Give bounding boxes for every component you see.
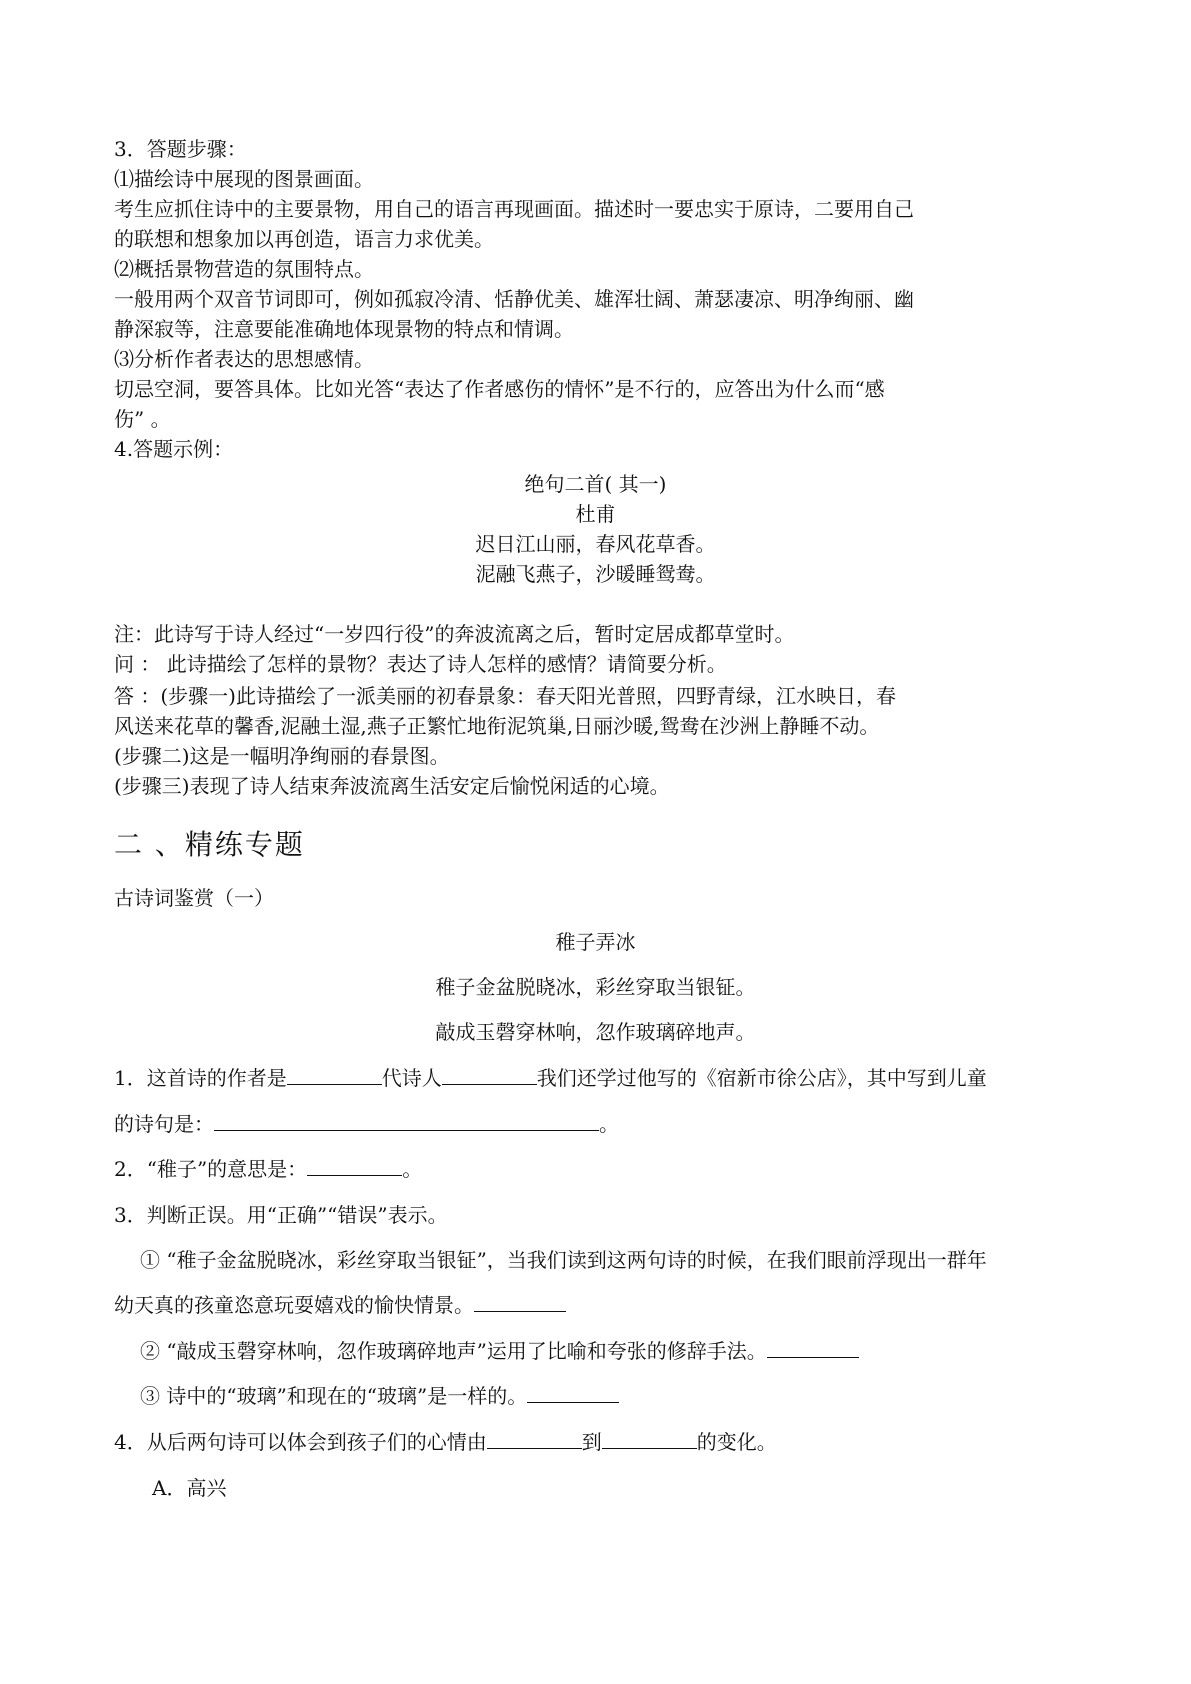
- step3-text-line-2: 伤” 。: [114, 407, 171, 431]
- question-4-part-b: 到: [581, 1430, 602, 1454]
- question-3-item-2: [140, 1339, 859, 1363]
- question-2-part-a: 2．“稚子”的意思是：: [114, 1157, 308, 1181]
- blank-poem-lines[interactable]: [214, 1112, 599, 1131]
- blank-meaning[interactable]: [307, 1157, 402, 1176]
- step3-title: ⑶分析作者表达的思想感情。: [114, 347, 374, 371]
- blank-poet[interactable]: [442, 1066, 537, 1085]
- section-subheading: 古诗词鉴赏（一）: [114, 886, 274, 910]
- question-2-part-b: 。: [402, 1157, 423, 1181]
- question-2: [114, 1157, 422, 1181]
- blank-mood-to[interactable]: [602, 1430, 697, 1449]
- question-4-part-a: 4．从后两句诗可以体会到孩子们的心情由: [114, 1430, 487, 1454]
- poem1-answer-line-1: 答 ：(步骤一)此诗描绘了一派美丽的初春景象：春天阳光普照，四野青绿，江水映日，春: [114, 684, 896, 708]
- blank-judgement-2[interactable]: [767, 1339, 859, 1358]
- question-1-part-d: 的诗句是：: [114, 1112, 214, 1136]
- question-3-item-3: [140, 1384, 619, 1408]
- poem2-line-1: 稚子金盆脱晓冰，彩丝穿取当银钲。: [435, 975, 756, 999]
- question-3-item-2-text: ② “敲成玉磬穿林响，忽作玻璃碎地声”运用了比喻和夸张的修辞手法。: [140, 1339, 767, 1363]
- question-1: [114, 1066, 987, 1090]
- question-1-part-b: 代诗人: [381, 1066, 442, 1090]
- poem1-title: 绝句二首( 其一): [524, 472, 667, 496]
- blank-dynasty[interactable]: [287, 1066, 382, 1085]
- step3-text-line-1: 切忌空洞，要答具体。比如光答“表达了作者感伤的情怀”是不行的，应答出为什么而“感: [114, 377, 885, 401]
- blank-mood-from[interactable]: [487, 1430, 582, 1449]
- step2-text-line-1: 一般用两个双音节词即可，例如孤寂冷清、恬静优美、雄浑壮阔、萧瑟凄凉、明净绚丽、幽: [114, 287, 914, 311]
- question-4-part-c: 的变化。: [696, 1430, 777, 1454]
- poem1-line-1: 迟日江山丽，春风花草香。: [475, 532, 716, 556]
- question-1-continued: [114, 1112, 619, 1136]
- poem1-author: 杜甫: [575, 502, 616, 526]
- question-3-item-1-line-1: ① “稚子金盆脱晓冰，彩丝穿取当银钲”，当我们读到这两句诗的时候，在我们眼前浮现出一群年: [140, 1248, 987, 1272]
- question-1-part-a: 1．这首诗的作者是: [114, 1066, 287, 1090]
- example-title: 4.答题示例：: [114, 437, 234, 461]
- step1-text-line-2: 的联想和想象加以再创造，语言力求优美。: [114, 227, 494, 251]
- question-1-part-c: 我们还学过他写的《宿新市徐公店》，其中写到儿童: [536, 1066, 987, 1090]
- question-4: [114, 1430, 777, 1454]
- question-3-item-3-text: ③ 诗中的“玻璃”和现在的“玻璃”是一样的。: [140, 1384, 528, 1408]
- poem1-question: 问 ： 此诗描绘了怎样的景物？表达了诗人怎样的感情？请简要分析。: [114, 652, 727, 676]
- step1-title: ⑴描绘诗中展现的图景画面。: [114, 167, 374, 191]
- step2-title: ⑵概括景物营造的氛围特点。: [114, 257, 374, 281]
- question-3: 3．判断正误。用“正确”“错误”表示。: [114, 1203, 448, 1227]
- poem2-line-2: 敲成玉磬穿林响，忽作玻璃碎地声。: [435, 1020, 756, 1044]
- option-a: A．高兴: [152, 1476, 227, 1500]
- poem1-answer-line-2: 风送来花草的馨香,泥融土湿,燕子正繁忙地衔泥筑巢,日丽沙暖,鸳鸯在沙洲上静睡不动。: [114, 714, 880, 738]
- poem2-title: 稚子弄冰: [555, 930, 636, 954]
- step2-text-line-2: 静深寂等，注意要能准确地体现景物的特点和情调。: [114, 317, 574, 341]
- question-1-part-e: 。: [599, 1112, 619, 1136]
- blank-judgement-1[interactable]: [474, 1293, 566, 1312]
- question-3-item-1-line-2: [114, 1293, 566, 1317]
- poem1-answer-line-3: (步骤二)这是一幅明净绚丽的春景图。: [114, 744, 450, 768]
- poem1-note: 注：此诗写于诗人经过“一岁四行役”的奔波流离之后，暂时定居成都草堂时。: [114, 622, 795, 646]
- poem1-answer-line-4: (步骤三)表现了诗人结束奔波流离生活安定后愉悦闲适的心境。: [114, 774, 670, 798]
- poem1-line-2: 泥融飞燕子，沙暖睡鸳鸯。: [475, 562, 716, 586]
- blank-judgement-3[interactable]: [527, 1384, 619, 1403]
- step1-text-line-1: 考生应抓住诗中的主要景物，用自己的语言再现画面。描述时一要忠实于原诗，二要用自己: [114, 197, 914, 221]
- section-heading: 二 、精练专题: [114, 828, 305, 861]
- steps-title: 3．答题步骤：: [114, 137, 247, 161]
- question-3-item-1-text: 幼天真的孩童恣意玩耍嬉戏的愉快情景。: [114, 1293, 474, 1317]
